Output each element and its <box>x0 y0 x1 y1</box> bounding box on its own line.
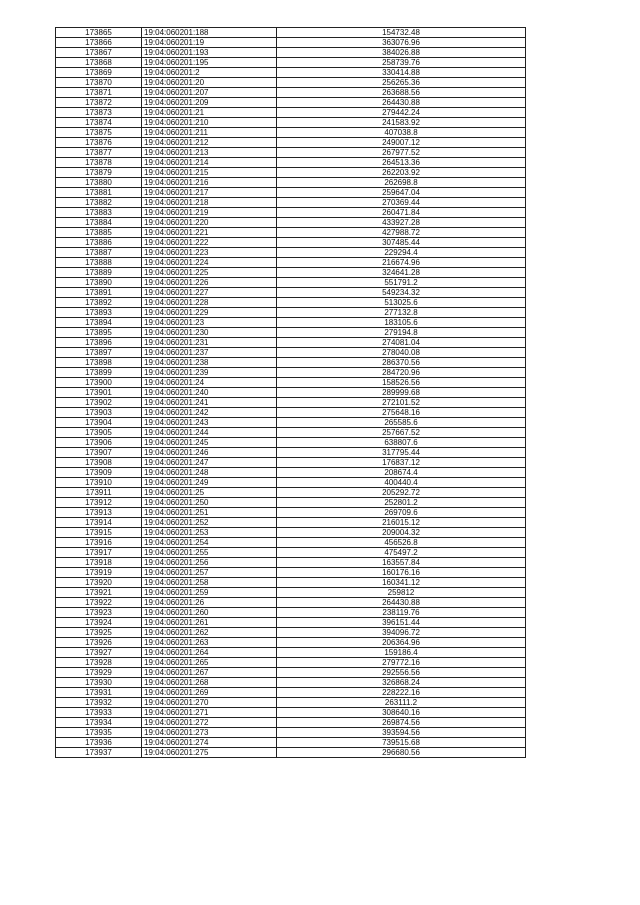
value-cell: 638807.6 <box>277 438 526 448</box>
value-cell: 396151.44 <box>277 618 526 628</box>
row-number-cell: 173897 <box>56 348 142 358</box>
row-number-cell: 173920 <box>56 578 142 588</box>
row-number-cell: 173934 <box>56 718 142 728</box>
value-cell: 205292.72 <box>277 488 526 498</box>
value-cell: 216015.12 <box>277 518 526 528</box>
value-cell: 307485.44 <box>277 238 526 248</box>
cadastral-number-cell: 19:04:060201:252 <box>142 518 277 528</box>
cadastral-number-cell: 19:04:060201:242 <box>142 408 277 418</box>
cadastral-number-cell: 19:04:060201:254 <box>142 538 277 548</box>
cadastral-number-cell: 19:04:060201:265 <box>142 658 277 668</box>
value-cell: 154732.48 <box>277 28 526 38</box>
table-row <box>56 208 526 218</box>
row-number-cell: 173917 <box>56 548 142 558</box>
table-row <box>56 448 526 458</box>
table-row <box>56 278 526 288</box>
row-number-cell: 173933 <box>56 708 142 718</box>
row-number-cell: 173927 <box>56 648 142 658</box>
row-number-cell: 173877 <box>56 148 142 158</box>
table-row <box>56 568 526 578</box>
value-cell: 308640.16 <box>277 708 526 718</box>
row-number-cell: 173876 <box>56 138 142 148</box>
table-row <box>56 288 526 298</box>
table-row <box>56 88 526 98</box>
cadastral-number-cell: 19:04:060201:229 <box>142 308 277 318</box>
table-row <box>56 538 526 548</box>
table-row <box>56 258 526 268</box>
row-number-cell: 173878 <box>56 158 142 168</box>
table-row <box>56 648 526 658</box>
table-row <box>56 618 526 628</box>
cadastral-number-cell: 19:04:060201:230 <box>142 328 277 338</box>
cadastral-number-cell: 19:04:060201:219 <box>142 208 277 218</box>
table-row <box>56 128 526 138</box>
value-cell: 269874.56 <box>277 718 526 728</box>
row-number-cell: 173908 <box>56 458 142 468</box>
table-row <box>56 668 526 678</box>
row-number-cell: 173913 <box>56 508 142 518</box>
row-number-cell: 173910 <box>56 478 142 488</box>
cadastral-number-cell: 19:04:060201:25 <box>142 488 277 498</box>
row-number-cell: 173909 <box>56 468 142 478</box>
table-row <box>56 388 526 398</box>
value-cell: 286370.56 <box>277 358 526 368</box>
row-number-cell: 173894 <box>56 318 142 328</box>
value-cell: 262698.8 <box>277 178 526 188</box>
value-cell: 324641.28 <box>277 268 526 278</box>
value-cell: 176837.12 <box>277 458 526 468</box>
table-row <box>56 508 526 518</box>
value-cell: 238119.76 <box>277 608 526 618</box>
table-row <box>56 138 526 148</box>
cadastral-number-cell: 19:04:060201:271 <box>142 708 277 718</box>
cadastral-number-cell: 19:04:060201:231 <box>142 338 277 348</box>
row-number-cell: 173874 <box>56 118 142 128</box>
cadastral-number-cell: 19:04:060201:255 <box>142 548 277 558</box>
table-row <box>56 498 526 508</box>
value-cell: 433927.28 <box>277 218 526 228</box>
value-cell: 256265.36 <box>277 78 526 88</box>
row-number-cell: 173865 <box>56 28 142 38</box>
cadastral-number-cell: 19:04:060201:259 <box>142 588 277 598</box>
cadastral-number-cell: 19:04:060201:273 <box>142 728 277 738</box>
table-row <box>56 148 526 158</box>
cadastral-number-cell: 19:04:060201:217 <box>142 188 277 198</box>
table-body <box>56 28 526 758</box>
row-number-cell: 173882 <box>56 198 142 208</box>
table-row <box>56 488 526 498</box>
row-number-cell: 173887 <box>56 248 142 258</box>
table-row <box>56 328 526 338</box>
cadastral-number-cell: 19:04:060201:246 <box>142 448 277 458</box>
table-row <box>56 158 526 168</box>
row-number-cell: 173935 <box>56 728 142 738</box>
table-row <box>56 188 526 198</box>
cadastral-number-cell: 19:04:060201:220 <box>142 218 277 228</box>
row-number-cell: 173922 <box>56 598 142 608</box>
row-number-cell: 173890 <box>56 278 142 288</box>
table-row <box>56 458 526 468</box>
cadastral-number-cell: 19:04:060201:216 <box>142 178 277 188</box>
row-number-cell: 173892 <box>56 298 142 308</box>
cadastral-number-cell: 19:04:060201:256 <box>142 558 277 568</box>
row-number-cell: 173902 <box>56 398 142 408</box>
row-number-cell: 173866 <box>56 38 142 48</box>
row-number-cell: 173929 <box>56 668 142 678</box>
value-cell: 475497.2 <box>277 548 526 558</box>
table-row <box>56 528 526 538</box>
cadastral-number-cell: 19:04:060201:264 <box>142 648 277 658</box>
cadastral-number-cell: 19:04:060201:207 <box>142 88 277 98</box>
cadastral-number-cell: 19:04:060201:21 <box>142 108 277 118</box>
row-number-cell: 173885 <box>56 228 142 238</box>
value-cell: 257667.52 <box>277 428 526 438</box>
row-number-cell: 173871 <box>56 88 142 98</box>
cadastral-number-cell: 19:04:060201:275 <box>142 748 277 758</box>
table-row <box>56 268 526 278</box>
value-cell: 265585.6 <box>277 418 526 428</box>
row-number-cell: 173936 <box>56 738 142 748</box>
table-row <box>56 718 526 728</box>
cadastral-number-cell: 19:04:060201:215 <box>142 168 277 178</box>
value-cell: 241583.92 <box>277 118 526 128</box>
table-row <box>56 108 526 118</box>
value-cell: 262203.92 <box>277 168 526 178</box>
value-cell: 209004.32 <box>277 528 526 538</box>
cadastral-number-cell: 19:04:060201:262 <box>142 628 277 638</box>
row-number-cell: 173931 <box>56 688 142 698</box>
row-number-cell: 173891 <box>56 288 142 298</box>
row-number-cell: 173911 <box>56 488 142 498</box>
table-row <box>56 48 526 58</box>
cadastral-number-cell: 19:04:060201:258 <box>142 578 277 588</box>
row-number-cell: 173924 <box>56 618 142 628</box>
table-row <box>56 728 526 738</box>
table-row <box>56 98 526 108</box>
cadastral-number-cell: 19:04:060201:212 <box>142 138 277 148</box>
row-number-cell: 173869 <box>56 68 142 78</box>
cadastral-number-cell: 19:04:060201:26 <box>142 598 277 608</box>
value-cell: 267977.52 <box>277 148 526 158</box>
cadastral-number-cell: 19:04:060201:250 <box>142 498 277 508</box>
cadastral-number-cell: 19:04:060201:210 <box>142 118 277 128</box>
value-cell: 363076.96 <box>277 38 526 48</box>
table-row <box>56 338 526 348</box>
cadastral-number-cell: 19:04:060201:228 <box>142 298 277 308</box>
value-cell: 551791.2 <box>277 278 526 288</box>
cadastral-number-cell: 19:04:060201:224 <box>142 258 277 268</box>
row-number-cell: 173919 <box>56 568 142 578</box>
value-cell: 279194.8 <box>277 328 526 338</box>
cadastral-number-cell: 19:04:060201:261 <box>142 618 277 628</box>
row-number-cell: 173930 <box>56 678 142 688</box>
value-cell: 269709.6 <box>277 508 526 518</box>
row-number-cell: 173912 <box>56 498 142 508</box>
row-number-cell: 173921 <box>56 588 142 598</box>
table-row <box>56 238 526 248</box>
table-row <box>56 688 526 698</box>
cadastral-number-cell: 19:04:060201:244 <box>142 428 277 438</box>
row-number-cell: 173903 <box>56 408 142 418</box>
value-cell: 513025.6 <box>277 298 526 308</box>
cadastral-number-cell: 19:04:060201:223 <box>142 248 277 258</box>
cadastral-number-cell: 19:04:060201:249 <box>142 478 277 488</box>
row-number-cell: 173875 <box>56 128 142 138</box>
table-row <box>56 678 526 688</box>
cadastral-number-cell: 19:04:060201:267 <box>142 668 277 678</box>
value-cell: 229294.4 <box>277 248 526 258</box>
cadastral-number-cell: 19:04:060201:272 <box>142 718 277 728</box>
row-number-cell: 173893 <box>56 308 142 318</box>
cadastral-number-cell: 19:04:060201:218 <box>142 198 277 208</box>
row-number-cell: 173926 <box>56 638 142 648</box>
row-number-cell: 173896 <box>56 338 142 348</box>
row-number-cell: 173914 <box>56 518 142 528</box>
cadastral-number-cell: 19:04:060201:19 <box>142 38 277 48</box>
value-cell: 158526.56 <box>277 378 526 388</box>
value-cell: 400440.4 <box>277 478 526 488</box>
row-number-cell: 173872 <box>56 98 142 108</box>
value-cell: 216674.96 <box>277 258 526 268</box>
value-cell: 159186.4 <box>277 648 526 658</box>
cadastral-number-cell: 19:04:060201:251 <box>142 508 277 518</box>
value-cell: 739515.68 <box>277 738 526 748</box>
value-cell: 456526.8 <box>277 538 526 548</box>
value-cell: 407038.8 <box>277 128 526 138</box>
row-number-cell: 173884 <box>56 218 142 228</box>
row-number-cell: 173870 <box>56 78 142 88</box>
cadastral-number-cell: 19:04:060201:193 <box>142 48 277 58</box>
row-number-cell: 173899 <box>56 368 142 378</box>
table-row <box>56 588 526 598</box>
cadastral-number-cell: 19:04:060201:237 <box>142 348 277 358</box>
cadastral-number-cell: 19:04:060201:20 <box>142 78 277 88</box>
table-row <box>56 658 526 668</box>
cadastral-number-cell: 19:04:060201:257 <box>142 568 277 578</box>
row-number-cell: 173905 <box>56 428 142 438</box>
value-cell: 274081.04 <box>277 338 526 348</box>
value-cell: 163557.84 <box>277 558 526 568</box>
table-row <box>56 248 526 258</box>
cadastral-number-cell: 19:04:060201:270 <box>142 698 277 708</box>
table-row <box>56 198 526 208</box>
table-row <box>56 428 526 438</box>
table-row <box>56 638 526 648</box>
table-row <box>56 68 526 78</box>
table-row <box>56 358 526 368</box>
value-cell: 275648.16 <box>277 408 526 418</box>
cadastral-number-cell: 19:04:060201:247 <box>142 458 277 468</box>
value-cell: 252801.2 <box>277 498 526 508</box>
table-row <box>56 438 526 448</box>
cadastral-number-cell: 19:04:060201:248 <box>142 468 277 478</box>
value-cell: 289999.68 <box>277 388 526 398</box>
row-number-cell: 173928 <box>56 658 142 668</box>
row-number-cell: 173906 <box>56 438 142 448</box>
table-row <box>56 578 526 588</box>
table-row <box>56 548 526 558</box>
value-cell: 264513.36 <box>277 158 526 168</box>
table-row <box>56 408 526 418</box>
value-cell: 296680.56 <box>277 748 526 758</box>
table-row <box>56 178 526 188</box>
cadastral-number-cell: 19:04:060201:227 <box>142 288 277 298</box>
value-cell: 160176.16 <box>277 568 526 578</box>
table-row <box>56 378 526 388</box>
row-number-cell: 173881 <box>56 188 142 198</box>
cadastral-number-cell: 19:04:060201:274 <box>142 738 277 748</box>
table-row <box>56 28 526 38</box>
row-number-cell: 173925 <box>56 628 142 638</box>
row-number-cell: 173895 <box>56 328 142 338</box>
table-row <box>56 168 526 178</box>
value-cell: 278040.08 <box>277 348 526 358</box>
row-number-cell: 173888 <box>56 258 142 268</box>
value-cell: 264430.88 <box>277 98 526 108</box>
cadastral-number-cell: 19:04:060201:24 <box>142 378 277 388</box>
value-cell: 206364.96 <box>277 638 526 648</box>
cadastral-number-cell: 19:04:060201:238 <box>142 358 277 368</box>
cadastral-number-cell: 19:04:060201:221 <box>142 228 277 238</box>
table-row <box>56 628 526 638</box>
table-row <box>56 218 526 228</box>
cadastral-number-cell: 19:04:060201:260 <box>142 608 277 618</box>
table-row <box>56 78 526 88</box>
cadastral-number-cell: 19:04:060201:263 <box>142 638 277 648</box>
table-row <box>56 58 526 68</box>
value-cell: 292556.56 <box>277 668 526 678</box>
value-cell: 208674.4 <box>277 468 526 478</box>
value-cell: 259812 <box>277 588 526 598</box>
value-cell: 228222.16 <box>277 688 526 698</box>
table-row <box>56 558 526 568</box>
row-number-cell: 173932 <box>56 698 142 708</box>
row-number-cell: 173900 <box>56 378 142 388</box>
cadastral-number-cell: 19:04:060201:2 <box>142 68 277 78</box>
row-number-cell: 173907 <box>56 448 142 458</box>
cadastral-number-cell: 19:04:060201:269 <box>142 688 277 698</box>
cadastral-number-cell: 19:04:060201:241 <box>142 398 277 408</box>
cadastral-number-cell: 19:04:060201:213 <box>142 148 277 158</box>
value-cell: 264430.88 <box>277 598 526 608</box>
row-number-cell: 173916 <box>56 538 142 548</box>
value-cell: 326868.24 <box>277 678 526 688</box>
row-number-cell: 173901 <box>56 388 142 398</box>
table-row <box>56 478 526 488</box>
value-cell: 279442.24 <box>277 108 526 118</box>
row-number-cell: 173873 <box>56 108 142 118</box>
cadastral-number-cell: 19:04:060201:240 <box>142 388 277 398</box>
value-cell: 272101.52 <box>277 398 526 408</box>
row-number-cell: 173923 <box>56 608 142 618</box>
row-number-cell: 173898 <box>56 358 142 368</box>
cadastral-number-cell: 19:04:060201:245 <box>142 438 277 448</box>
cadastral-number-cell: 19:04:060201:243 <box>142 418 277 428</box>
table-row <box>56 738 526 748</box>
cadastral-number-cell: 19:04:060201:23 <box>142 318 277 328</box>
cadastral-number-cell: 19:04:060201:211 <box>142 128 277 138</box>
table-row <box>56 398 526 408</box>
value-cell: 277132.8 <box>277 308 526 318</box>
value-cell: 393594.56 <box>277 728 526 738</box>
row-number-cell: 173889 <box>56 268 142 278</box>
cadastral-number-cell: 19:04:060201:239 <box>142 368 277 378</box>
table-row <box>56 298 526 308</box>
value-cell: 427988.72 <box>277 228 526 238</box>
value-cell: 270369.44 <box>277 198 526 208</box>
row-number-cell: 173867 <box>56 48 142 58</box>
row-number-cell: 173879 <box>56 168 142 178</box>
cadastral-number-cell: 19:04:060201:226 <box>142 278 277 288</box>
row-number-cell: 173868 <box>56 58 142 68</box>
cadastral-number-cell: 19:04:060201:209 <box>142 98 277 108</box>
value-cell: 259647.04 <box>277 188 526 198</box>
table-row <box>56 468 526 478</box>
value-cell: 160341.12 <box>277 578 526 588</box>
table-row <box>56 38 526 48</box>
value-cell: 279772.16 <box>277 658 526 668</box>
cadastral-number-cell: 19:04:060201:195 <box>142 58 277 68</box>
value-cell: 183105.6 <box>277 318 526 328</box>
table-row <box>56 748 526 758</box>
row-number-cell: 173915 <box>56 528 142 538</box>
table-row <box>56 348 526 358</box>
row-number-cell: 173883 <box>56 208 142 218</box>
value-cell: 249007.12 <box>277 138 526 148</box>
value-cell: 258739.76 <box>277 58 526 68</box>
table-row <box>56 598 526 608</box>
cadastral-number-cell: 19:04:060201:222 <box>142 238 277 248</box>
value-cell: 384026.88 <box>277 48 526 58</box>
table-row <box>56 228 526 238</box>
cadastral-number-cell: 19:04:060201:214 <box>142 158 277 168</box>
value-cell: 394096.72 <box>277 628 526 638</box>
table-row <box>56 418 526 428</box>
value-cell: 284720.96 <box>277 368 526 378</box>
row-number-cell: 173918 <box>56 558 142 568</box>
data-table <box>55 27 526 758</box>
table-row <box>56 608 526 618</box>
table-row <box>56 118 526 128</box>
value-cell: 330414.88 <box>277 68 526 78</box>
value-cell: 260471.84 <box>277 208 526 218</box>
value-cell: 263688.56 <box>277 88 526 98</box>
cadastral-number-cell: 19:04:060201:268 <box>142 678 277 688</box>
table-row <box>56 308 526 318</box>
table-row <box>56 698 526 708</box>
row-number-cell: 173880 <box>56 178 142 188</box>
table-row <box>56 368 526 378</box>
value-cell: 263111.2 <box>277 698 526 708</box>
cadastral-number-cell: 19:04:060201:225 <box>142 268 277 278</box>
row-number-cell: 173904 <box>56 418 142 428</box>
table-row <box>56 518 526 528</box>
table-row <box>56 708 526 718</box>
table-row <box>56 318 526 328</box>
row-number-cell: 173937 <box>56 748 142 758</box>
value-cell: 549234.32 <box>277 288 526 298</box>
cadastral-number-cell: 19:04:060201:188 <box>142 28 277 38</box>
value-cell: 317795.44 <box>277 448 526 458</box>
cadastral-number-cell: 19:04:060201:253 <box>142 528 277 538</box>
row-number-cell: 173886 <box>56 238 142 248</box>
